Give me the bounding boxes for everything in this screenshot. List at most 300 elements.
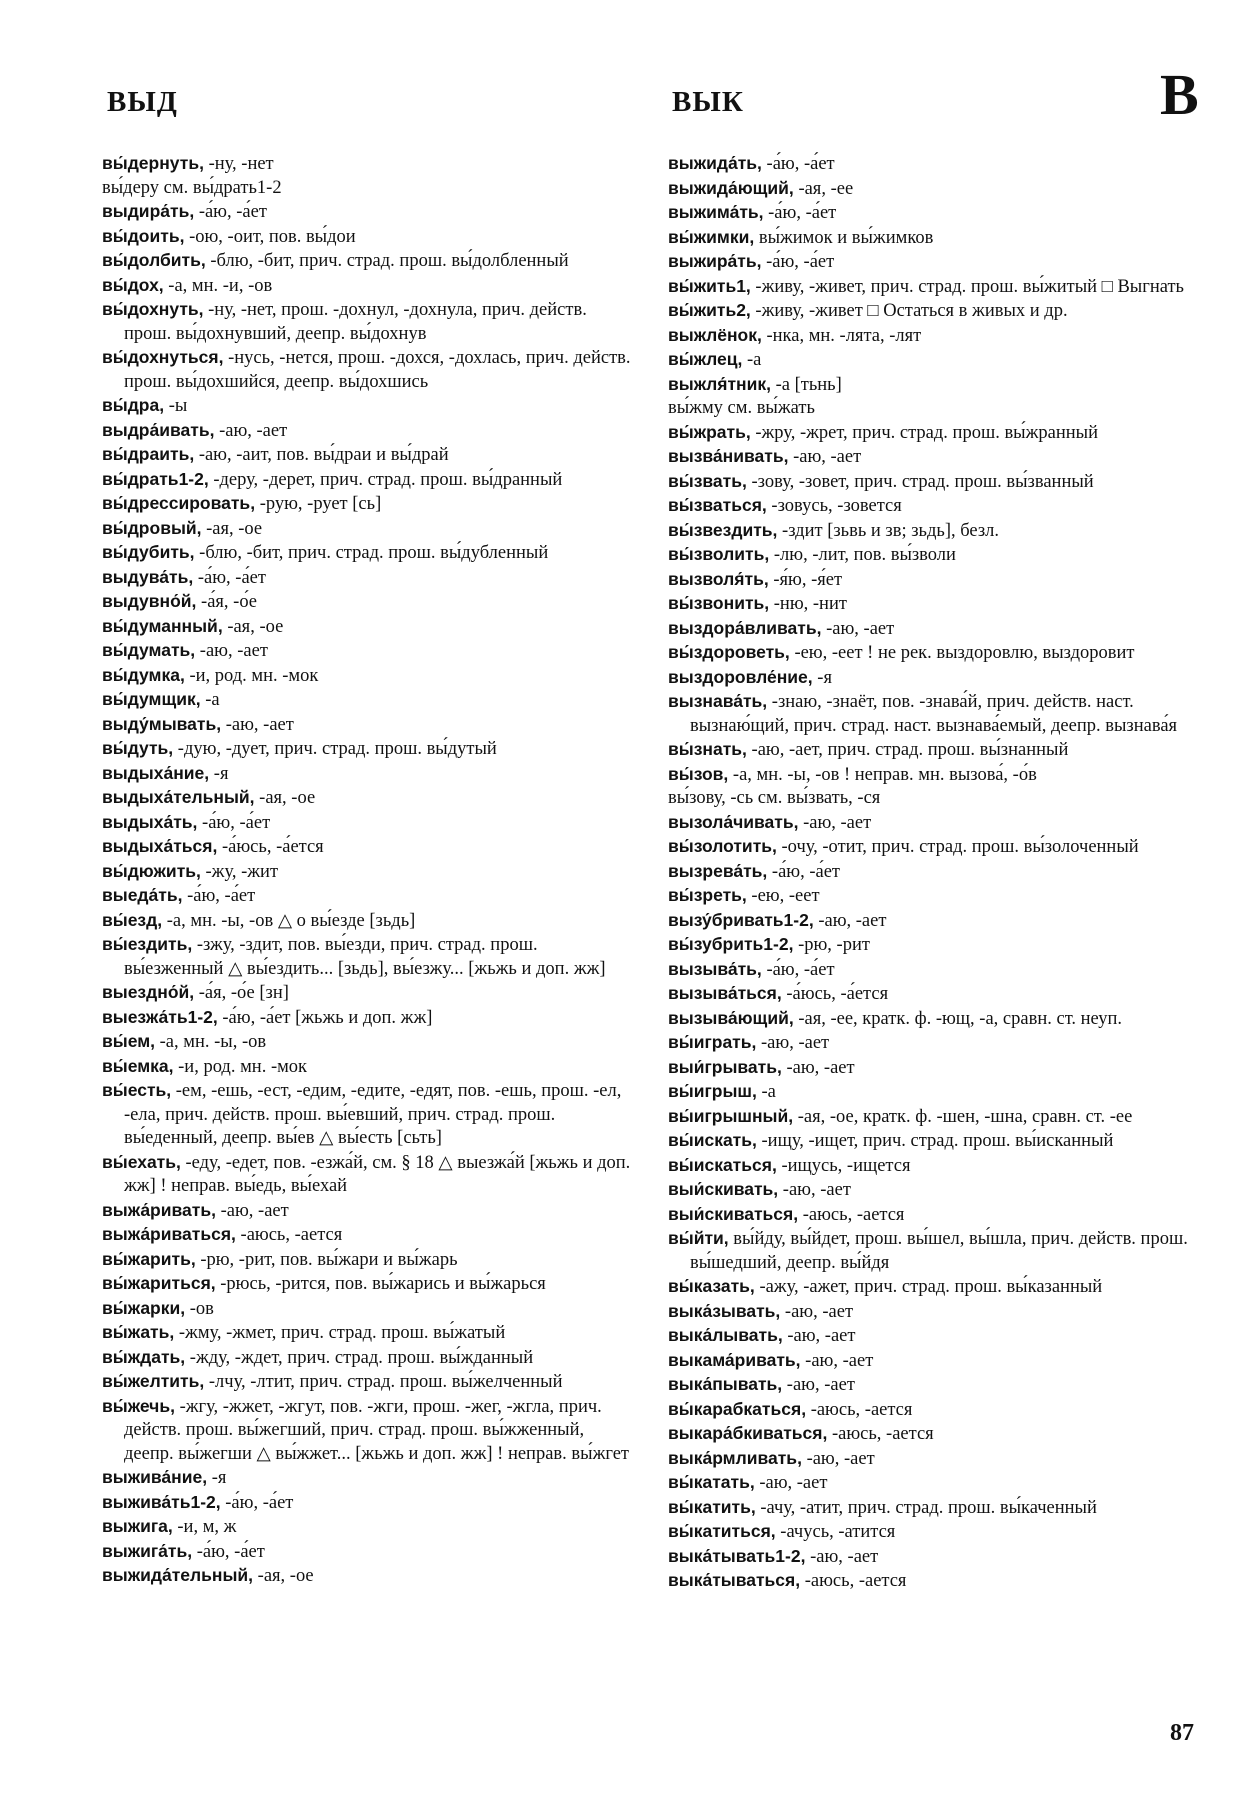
dictionary-entry xyxy=(668,835,1203,860)
entry-grammar: -а́ю, -а́ет xyxy=(220,1492,294,1513)
dictionary-entry xyxy=(102,517,632,542)
dictionary-entry xyxy=(668,1007,1203,1032)
entry-grammar: -и, род. мн. -мок xyxy=(184,665,319,686)
headword: вы́йти, xyxy=(668,1228,729,1248)
headword: выжлёнок, xyxy=(668,324,762,345)
dictionary-entry xyxy=(102,225,632,250)
entry-grammar: -ая, -ое xyxy=(253,1566,314,1586)
dictionary-entry xyxy=(668,1422,1203,1447)
headword: выи́скивать, xyxy=(668,1179,779,1199)
dictionary-entry xyxy=(102,1006,632,1031)
headword: вы́жарить, xyxy=(102,1248,196,1269)
entry-grammar: -а́ю, -а́ет xyxy=(767,861,841,882)
dictionary-entry xyxy=(668,470,1203,495)
dictionary-entry xyxy=(668,1227,1203,1275)
entry-grammar: -и, род. мн. -мок xyxy=(173,1056,308,1077)
entry-grammar: -жгу, -жжет, -жгут, пов. -жги, прош. -жег, -жгла, прич. действ. прош. вы́жегший, прич. страд. прош. вы́жженный, деепр. вы́жегши △ вы́жжет... [жьжь и доп. жж] ! неправ. вы́жгет xyxy=(124,1396,629,1464)
entry-grammar: -а, мн. -ы, -ов xyxy=(155,1032,267,1052)
headword: выжива́ть1-2, xyxy=(102,1491,221,1512)
entry-grammar: -ая, -ое, кратк. ф. -шен, -шна, сравн. ст. -ее xyxy=(793,1106,1133,1127)
headword: выжля́тник, xyxy=(668,373,771,394)
entry-grammar: -зжу, -здит, пов. вы́езди, прич. страд. прош. вы́езженный △ вы́ездить... [зьдь], вы́езжу... [жьжь и доп. жж] xyxy=(124,935,606,979)
headword: выжига́ть, xyxy=(102,1540,193,1561)
entry-grammar: -аю, -ает xyxy=(805,1546,879,1567)
headword: выка́пывать, xyxy=(668,1374,783,1394)
dictionary-entry xyxy=(668,421,1203,446)
headword: выдыха́тельный, xyxy=(102,787,255,807)
headword: вы́жарки, xyxy=(102,1297,186,1318)
dictionary-entry xyxy=(102,177,632,201)
dictionary-entry xyxy=(668,1154,1203,1179)
entry-grammar: -жу, -жит xyxy=(200,861,279,882)
dictionary-entry xyxy=(102,1540,632,1565)
entry-grammar: -а́ю, -а́ет xyxy=(761,959,835,980)
entry-grammar: -аюсь, -ается xyxy=(827,1424,934,1444)
dictionary-entry xyxy=(668,543,1203,568)
entry-grammar: -ею, -еет xyxy=(746,886,820,906)
dictionary-entry xyxy=(668,519,1203,544)
dictionary-entry xyxy=(668,1275,1203,1300)
headword: вы́зреть, xyxy=(668,885,747,905)
running-head-left: ВЫД xyxy=(107,86,178,118)
dictionary-entry xyxy=(102,639,632,664)
dictionary-entry xyxy=(668,1178,1203,1203)
entry-grammar: -аю, -ает xyxy=(821,618,895,639)
entry-grammar: -рюсь, -рится, пов. вы́жарись и вы́жарься xyxy=(215,1274,546,1294)
headword: вызыва́ть, xyxy=(668,958,762,979)
entry-grammar: -аю, -ает xyxy=(214,420,288,441)
entry-grammar: -жму, -жмет, прич. страд. прош. вы́жатый xyxy=(174,1323,506,1343)
dictionary-entry xyxy=(102,1272,632,1297)
entry-grammar: -а́ю, -а́ет xyxy=(761,252,835,272)
entry-grammar: -ов xyxy=(185,1298,214,1319)
headword: вы́дернуть, xyxy=(102,153,204,173)
dictionary-entry xyxy=(668,1447,1203,1472)
dictionary-entry xyxy=(102,688,632,713)
headword: вы́звонить, xyxy=(668,593,770,613)
dictionary-entry xyxy=(102,933,632,981)
entry-grammar: -а́ю, -а́ет [жьжь и доп. жж] xyxy=(217,1007,433,1028)
headword: вы́знать, xyxy=(668,739,747,759)
entry-grammar: -аюсь, -ается xyxy=(806,1399,913,1420)
entry-grammar: -а, мн. -и, -ов xyxy=(163,275,273,296)
dictionary-entry xyxy=(668,348,1203,373)
headword: вы́звать, xyxy=(668,470,747,491)
entry-grammar: -а́ю, -а́ет xyxy=(192,1541,265,1562)
headword: вызыва́ться, xyxy=(668,983,782,1003)
dictionary-entry xyxy=(102,786,632,811)
entry-grammar: -зовусь, -зовется xyxy=(766,496,902,516)
dictionary-entry xyxy=(668,1373,1203,1398)
entry-grammar: -ая, -ое xyxy=(254,788,316,808)
entry-grammar: -рю, -рит, пов. вы́жари и вы́жарь xyxy=(195,1249,458,1270)
entry-grammar: -ая, -ое xyxy=(222,616,284,637)
headword: вы́ехать, xyxy=(102,1151,181,1172)
headword: вы́звездить, xyxy=(668,519,778,540)
dictionary-entry xyxy=(102,468,632,493)
dictionary-entry xyxy=(102,860,632,885)
dictionary-entry xyxy=(668,201,1203,226)
entry-grammar: -ая, -ое xyxy=(201,518,263,539)
entry-grammar: -аю, -ает xyxy=(781,1057,855,1078)
headword: вы́жать, xyxy=(102,1322,175,1342)
entry-grammar: -аю, -ает xyxy=(756,1033,830,1053)
headword: вы́доить, xyxy=(102,225,185,246)
headword: вы́дуть, xyxy=(102,738,174,758)
dictionary-entry xyxy=(668,152,1203,177)
entry-grammar: -я xyxy=(209,763,229,784)
headword: вы́дубить, xyxy=(102,542,195,562)
dictionary-entry xyxy=(668,811,1203,836)
dictionary-entry xyxy=(668,494,1203,519)
headword: вы́катиться, xyxy=(668,1521,776,1541)
dictionary-entry xyxy=(668,690,1203,738)
headword: выка́тывать1-2, xyxy=(668,1545,806,1566)
dictionary-entry xyxy=(668,958,1203,983)
dictionary-entry xyxy=(668,1349,1203,1374)
entry-grammar: -и, м, ж xyxy=(172,1517,237,1537)
headword: вы́дох, xyxy=(102,274,164,295)
headword: вы́игрыш, xyxy=(668,1081,757,1101)
dictionary-entry xyxy=(668,933,1203,958)
entry-grammar: -нка, мн. -лята, -лят xyxy=(761,325,922,346)
headword: вы́ем, xyxy=(102,1031,156,1051)
headword: выжива́ние, xyxy=(102,1467,208,1487)
headword: вы́дра, xyxy=(102,395,165,415)
entry-grammar: вы́зову, -сь см. вы́звать, -ся xyxy=(668,788,881,808)
entry-grammar: вы́жимок и вы́жимков xyxy=(754,227,934,248)
entry-grammar: -ищусь, -ищется xyxy=(776,1155,911,1176)
headword: вы́жить1, xyxy=(668,275,751,296)
headword: выду́мывать, xyxy=(102,713,222,734)
entry-grammar: -аю, -ает xyxy=(801,1448,875,1469)
headword: выкама́ривать, xyxy=(668,1349,801,1370)
section-letter: В xyxy=(1160,62,1199,127)
entry-grammar: -аю, -ает xyxy=(782,1375,855,1395)
entry-grammar: -аю, -ает xyxy=(778,1180,851,1200)
entry-grammar: -а, мн. -ы, -ов ! неправ. мн. вызова́, -о́в xyxy=(728,764,1037,785)
dictionary-entry xyxy=(668,909,1203,934)
dictionary-entry xyxy=(102,566,632,591)
entry-grammar: -ну, -нет, прош. -дохнул, -дохнула, прич. действ. прош. вы́дохнувший, деепр. вы́дохнув xyxy=(124,300,587,344)
dictionary-entry xyxy=(668,1105,1203,1130)
headword: вызнава́ть, xyxy=(668,691,768,711)
dictionary-entry xyxy=(668,275,1203,300)
entry-grammar: -аю, -ает xyxy=(813,910,887,931)
dictionary-entry xyxy=(668,1398,1203,1423)
entry-grammar: -я́ю, -я́ет xyxy=(768,569,843,590)
headword: вы́жить2, xyxy=(668,300,751,320)
dictionary-entry xyxy=(668,568,1203,593)
entry-grammar: -аю, -ает xyxy=(788,447,862,467)
headword: выезжа́ть1-2, xyxy=(102,1006,218,1027)
entry-grammar: -еду, -едет, пов. -езжа́й, см. § 18 △ выезжа́й [жьжь и доп. жж] ! неправ. вы́едь, вы́ехай xyxy=(124,1152,631,1196)
entry-grammar: -живу, -живет, прич. страд. прош. вы́житый □ Выгнать xyxy=(750,276,1184,297)
dictionary-entry xyxy=(102,1199,632,1224)
headword: вы́драить, xyxy=(102,444,195,464)
page-number: 87 xyxy=(1170,1720,1194,1746)
dictionary-entry xyxy=(102,615,632,640)
dictionary-entry xyxy=(668,1520,1203,1545)
dictionary-entry xyxy=(668,1300,1203,1325)
headword: выка́зывать, xyxy=(668,1300,781,1321)
entry-grammar: -ею, -еет ! не рек. выздоровлю, выздоровит xyxy=(789,643,1135,663)
headword: вызрева́ть, xyxy=(668,860,768,881)
entry-grammar: -ем, -ешь, -ест, -едим, -едите, -едят, пов. -ешь, прош. -ел, -ела, прич. действ. прош. вы́евший, прич. страд. прош. вы́еденный, деепр. вы́ев △ вы́есть [сьть] xyxy=(124,1081,622,1148)
dictionary-entry xyxy=(668,1545,1203,1570)
entry-grammar: -а [тьнь] xyxy=(770,374,842,395)
headword: вы́жрать, xyxy=(668,421,751,442)
dictionary-entry xyxy=(668,445,1203,470)
headword: вы́карабкаться, xyxy=(668,1398,807,1419)
dictionary-entry xyxy=(668,1496,1203,1521)
headword: вы́жечь, xyxy=(102,1395,175,1416)
entry-grammar: -аю, -ает, прич. страд. прош. вы́знанный xyxy=(746,740,1069,760)
entry-grammar: -ы xyxy=(164,396,188,416)
entry-grammar: -а́ю, -а́ет xyxy=(182,886,256,906)
headword: вы́думать, xyxy=(102,640,196,660)
dictionary-entry xyxy=(668,763,1203,788)
headword: выжима́ть, xyxy=(668,202,764,222)
dictionary-entry xyxy=(102,274,632,299)
headword: выжа́риваться, xyxy=(102,1224,236,1244)
dictionary-entry xyxy=(668,1203,1203,1228)
dictionary-entry xyxy=(668,1324,1203,1349)
entry-grammar: -жру, -жрет, прич. страд. прош. вы́жранный xyxy=(750,422,1098,443)
headword: вы́дровый, xyxy=(102,517,202,538)
entry-grammar: -аю, -аит, пов. вы́драи и вы́драй xyxy=(194,445,449,465)
headword: вы́думка, xyxy=(102,664,185,685)
headword: вы́катать, xyxy=(668,1472,755,1492)
dictionary-entry xyxy=(668,884,1203,909)
dictionary-entry xyxy=(102,1079,632,1151)
entry-grammar: -ищу, -ищет, прич. страд. прош. вы́исканный xyxy=(756,1131,1114,1151)
entry-grammar: -а́ю, -а́ет xyxy=(763,203,837,223)
dictionary-entry xyxy=(668,177,1203,202)
entry-grammar: -живу, -живет □ Остаться в живых и др. xyxy=(750,301,1068,321)
right-column xyxy=(668,152,1203,1594)
entry-grammar: -аю, -ает xyxy=(800,1350,874,1371)
entry-grammar: -а́ю, -а́ет xyxy=(193,567,266,588)
entry-grammar: -а́я, -о́е [зн] xyxy=(194,983,289,1003)
headword: вы́емка, xyxy=(102,1055,174,1076)
headword: вы́есть, xyxy=(102,1080,172,1100)
dictionary-entry xyxy=(668,1471,1203,1496)
entry-grammar: -аю, -ает xyxy=(798,812,872,833)
dictionary-entry xyxy=(102,1297,632,1322)
dictionary-entry xyxy=(102,1466,632,1491)
entry-grammar: -ажу, -ажет, прич. страд. прош. вы́казанный xyxy=(754,1277,1103,1297)
dictionary-entry xyxy=(102,394,632,419)
dictionary-entry xyxy=(668,1569,1203,1594)
dictionary-entry xyxy=(668,1031,1203,1056)
entry-grammar: -рую, -рует [сь] xyxy=(255,494,382,514)
dictionary-entry xyxy=(668,324,1203,349)
dictionary-entry xyxy=(102,1491,632,1516)
headword: вы́катить, xyxy=(668,1496,756,1517)
entry-grammar: -ая, -ее, кратк. ф. -ющ, -а, сравн. ст. неуп. xyxy=(793,1008,1123,1029)
headword: выздора́вливать, xyxy=(668,617,822,638)
dictionary-entry xyxy=(102,443,632,468)
entry-grammar: вы́жму см. вы́жать xyxy=(668,398,815,418)
entry-grammar: -дую, -дует, прич. страд. прош. вы́дутый xyxy=(173,739,497,759)
headword: выжига, xyxy=(102,1516,173,1536)
headword: вы́дохнуть, xyxy=(102,299,204,319)
headword: вы́жлец, xyxy=(668,349,743,369)
entry-grammar: -я xyxy=(207,1468,227,1488)
dictionary-entry xyxy=(102,737,632,762)
headword: выдира́ть, xyxy=(102,201,195,221)
dictionary-entry xyxy=(102,1030,632,1055)
headword: выжида́ющий, xyxy=(668,177,794,198)
headword: вызыва́ющий, xyxy=(668,1007,794,1028)
dictionary-entry xyxy=(668,617,1203,642)
dictionary-entry xyxy=(102,1346,632,1371)
entry-grammar: -лю, -лит, пов. вы́зволи xyxy=(769,545,956,565)
dictionary-entry xyxy=(102,835,632,860)
headword: вы́здороветь, xyxy=(668,642,790,662)
entry-grammar: -деру, -дерет, прич. страд. прош. вы́дранный xyxy=(208,469,563,490)
entry-grammar: -аю, -ает xyxy=(782,1326,856,1346)
headword: вы́думанный, xyxy=(102,615,223,636)
entry-grammar: -аюсь, -ается xyxy=(800,1571,907,1591)
headword: выеда́ть, xyxy=(102,885,183,905)
headword: выдува́ть, xyxy=(102,566,194,587)
dictionary-entry xyxy=(668,592,1203,617)
entry-grammar: -ачусь, -атится xyxy=(775,1522,896,1542)
headword: вы́жимки, xyxy=(668,226,755,247)
entry-grammar: -рю, -рит xyxy=(793,935,870,955)
dictionary-entry xyxy=(668,666,1203,691)
dictionary-entry xyxy=(668,250,1203,275)
dictionary-entry xyxy=(102,1248,632,1273)
entry-grammar: -а́ю, -а́ет xyxy=(197,812,271,833)
dictionary-entry xyxy=(102,713,632,738)
headword: выжида́тельный, xyxy=(102,1565,254,1585)
dictionary-entry xyxy=(668,226,1203,251)
dictionary-entry xyxy=(102,200,632,225)
dictionary-entry xyxy=(102,884,632,909)
headword: выка́рмливать, xyxy=(668,1447,802,1468)
dictionary-entry xyxy=(102,1395,632,1467)
headword: вы́думщик, xyxy=(102,689,201,709)
entry-grammar: -ну, -нет xyxy=(203,154,274,174)
entry-grammar: -аю, -ает xyxy=(780,1301,854,1322)
headword: вы́зваться, xyxy=(668,495,767,515)
entry-grammar: -аюсь, -ается xyxy=(798,1204,905,1225)
headword: вы́зволить, xyxy=(668,544,770,564)
headword: выездно́й, xyxy=(102,982,195,1002)
entry-grammar: -аюсь, -ается xyxy=(235,1225,343,1245)
headword: вы́казать, xyxy=(668,1276,755,1296)
headword: вы́игрышный, xyxy=(668,1105,794,1126)
dictionary-entry xyxy=(102,664,632,689)
headword: выка́тываться, xyxy=(668,1570,801,1590)
dictionary-entry xyxy=(668,373,1203,398)
headword: вызола́чивать, xyxy=(668,811,799,832)
dictionary-entry xyxy=(102,1151,632,1199)
headword: выдувно́й, xyxy=(102,591,197,611)
entry-grammar: -лчу, -лтит, прич. страд. прош. вы́желченный xyxy=(204,1372,563,1392)
headword: вы́ждать, xyxy=(102,1346,186,1367)
dictionary-entry xyxy=(102,811,632,836)
dictionary-entry xyxy=(102,541,632,566)
dictionary-entry xyxy=(102,152,632,177)
entry-grammar: -ою, -оит, пов. вы́дои xyxy=(184,226,356,247)
headword: выдыха́ние, xyxy=(102,762,210,783)
entry-grammar: -блю, -бит, прич. страд. прош. вы́дубленный xyxy=(194,543,549,563)
dictionary-entry xyxy=(102,419,632,444)
dictionary-entry xyxy=(668,1129,1203,1154)
dictionary-entry xyxy=(668,1080,1203,1105)
headword: вы́зов, xyxy=(668,763,729,784)
headword: выдыха́ть, xyxy=(102,811,198,832)
headword: выжа́ривать, xyxy=(102,1199,216,1220)
running-head-right: ВЫК xyxy=(672,86,744,118)
dictionary-entry xyxy=(102,1515,632,1540)
entry-grammar: вы́деру см. вы́драть1-2 xyxy=(102,177,282,198)
dictionary-entry xyxy=(102,298,632,346)
dictionary-entry xyxy=(102,1223,632,1248)
entry-grammar: -ню, -нит xyxy=(769,594,847,614)
entry-grammar: -аю, -ает xyxy=(754,1473,828,1493)
headword: вы́дюжить, xyxy=(102,860,201,881)
dictionary-entry xyxy=(102,590,632,615)
headword: вы́езд, xyxy=(102,909,163,930)
entry-grammar: -а́я, -о́е xyxy=(196,592,258,612)
entry-grammar: -зову, -зовет, прич. страд. прош. вы́званный xyxy=(746,471,1094,492)
entry-grammar: -блю, -бит, прич. страд. прош. вы́долбленный xyxy=(205,251,569,271)
entry-grammar: -ачу, -атит, прич. страд. прош. вы́каченный xyxy=(755,1497,1097,1518)
headword: вы́зубрить1-2, xyxy=(668,934,794,954)
dictionary-entry xyxy=(668,787,1203,811)
headword: вы́искаться, xyxy=(668,1154,777,1175)
headword: вы́дрессировать, xyxy=(102,493,256,513)
headword: вызва́нивать, xyxy=(668,446,789,466)
entry-grammar: -а xyxy=(200,690,220,710)
headword: выдра́ивать, xyxy=(102,419,215,440)
headword: вы́ездить, xyxy=(102,934,193,954)
dictionary-entry xyxy=(102,346,632,394)
headword: вы́дохнуться, xyxy=(102,347,224,367)
dictionary-entry xyxy=(668,397,1203,421)
headword: вы́драть1-2, xyxy=(102,468,209,489)
headword: вы́играть, xyxy=(668,1032,757,1052)
headword: выи́скиваться, xyxy=(668,1203,799,1224)
entry-grammar: -а́юсь, -а́ется xyxy=(781,984,889,1004)
entry-grammar: -очу, -отит, прич. страд. прош. вы́золоченный xyxy=(776,837,1139,857)
entry-grammar: -а, мн. -ы, -ов △ о вы́езде [зьдь] xyxy=(162,910,416,931)
entry-grammar: вы́йду, вы́йдет, прош. вы́шел, вы́шла, прич. действ. прош. вы́шедший, деепр. вы́йдя xyxy=(690,1229,1188,1273)
headword: выка́лывать, xyxy=(668,1325,783,1345)
entry-grammar: -а́юсь, -а́ется xyxy=(217,837,324,857)
headword: выздоровле́ние, xyxy=(668,666,813,687)
entry-grammar: -аю, -ает xyxy=(195,641,268,661)
dictionary-entry xyxy=(668,641,1203,666)
entry-grammar: -ая, -ее xyxy=(793,178,854,199)
entry-grammar: -нусь, -нется, прош. -дохся, -дохлась, прич. действ. прош. вы́дохшийся, деепр. вы́дохшись xyxy=(124,348,631,392)
dictionary-entry xyxy=(102,762,632,787)
entry-grammar: -аю, -ает xyxy=(221,714,294,735)
entry-grammar: -здит [зьвь и зв; зьдь], безл. xyxy=(777,520,1000,541)
dictionary-entry xyxy=(102,492,632,517)
headword: выжира́ть, xyxy=(668,251,762,271)
headword: вы́жариться, xyxy=(102,1273,216,1293)
dictionary-entry xyxy=(102,981,632,1006)
entry-grammar: -а xyxy=(742,350,762,370)
entry-grammar: -я xyxy=(812,667,832,688)
headword: выкара́бкиваться, xyxy=(668,1423,828,1443)
